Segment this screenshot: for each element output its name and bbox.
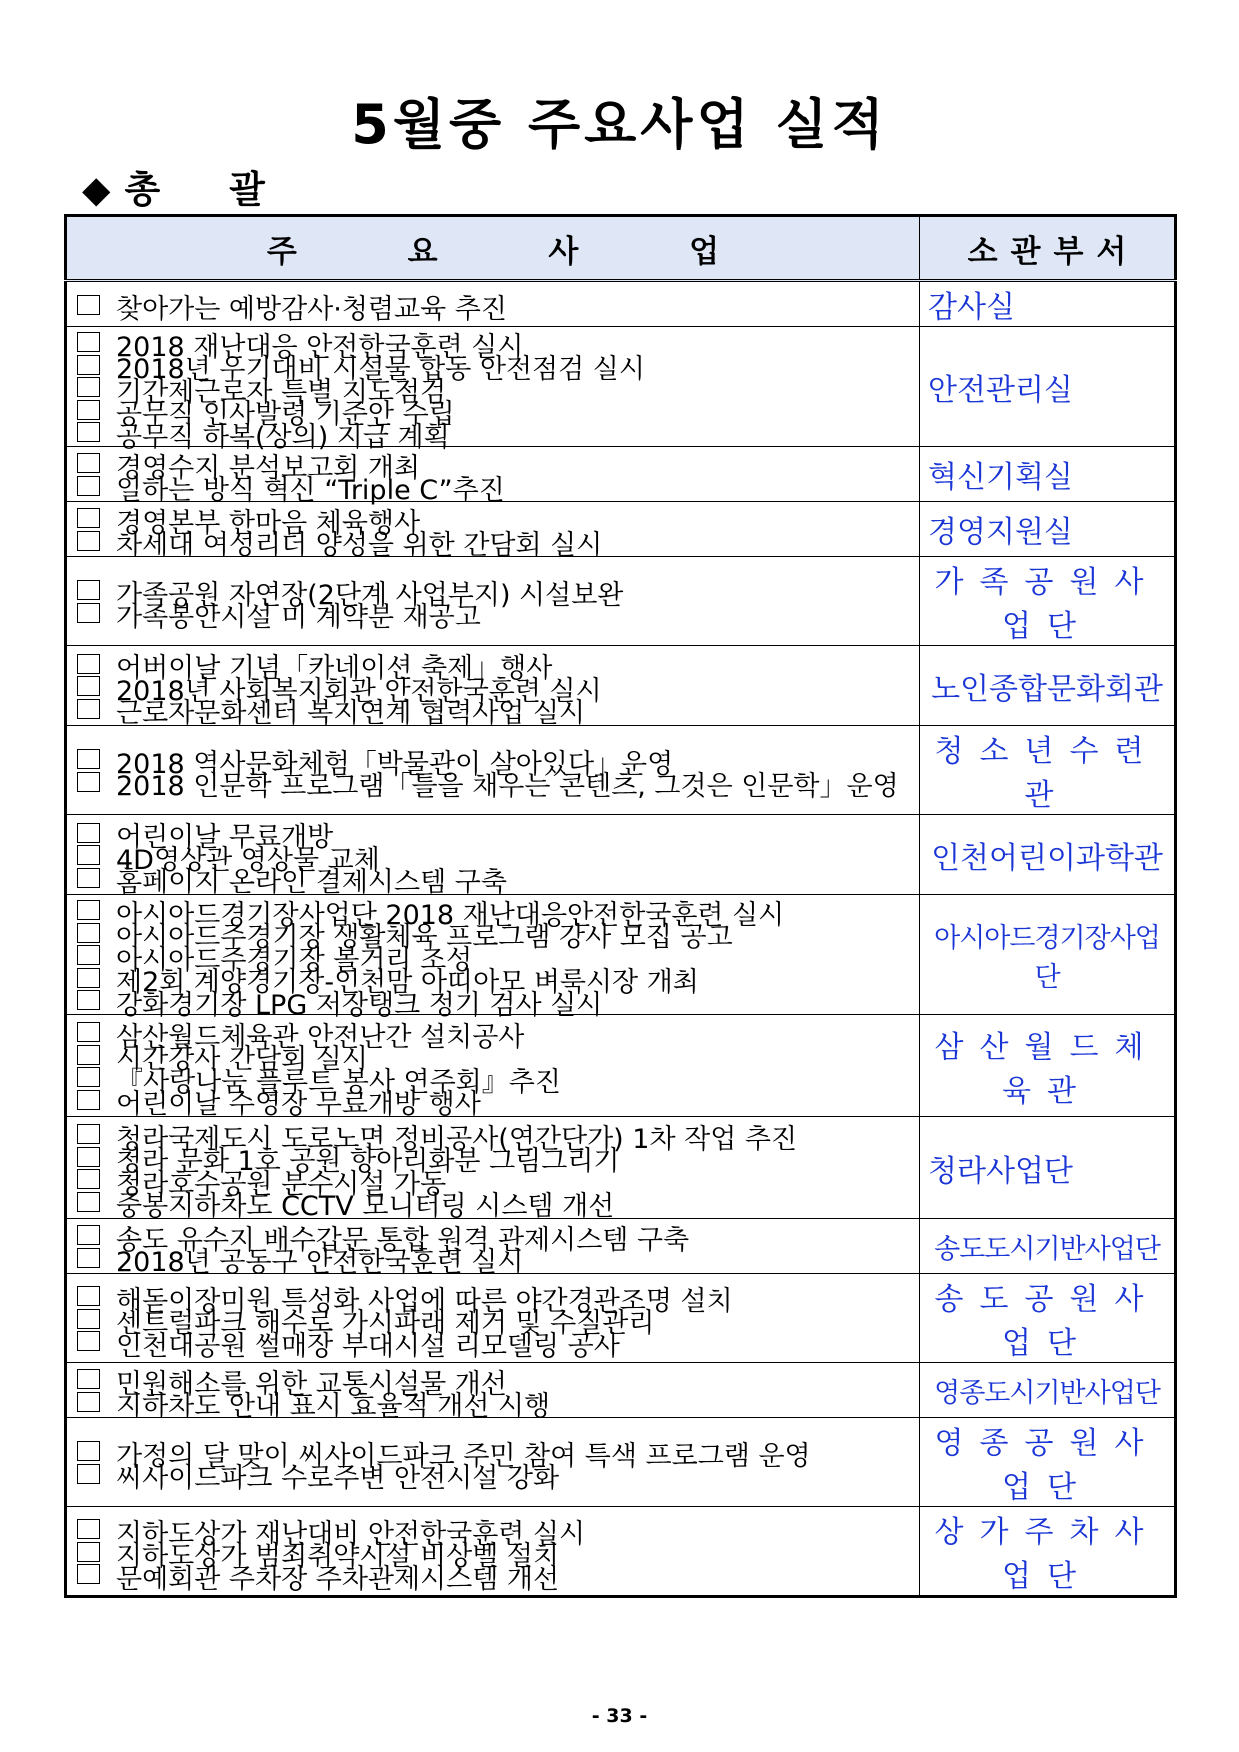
item-text: 해돋이장미원 특성화 사업에 따른 야간경관조명 설치 <box>116 1285 733 1317</box>
item-text: 2018년 공동구 안전한국훈련 실시 <box>116 1247 524 1279</box>
checkbox-icon <box>77 1192 100 1212</box>
list-item <box>77 771 919 803</box>
project-items-cell <box>66 281 920 327</box>
item-text: 문예회관 주차장 주차관제시스템 개선 <box>116 1563 560 1595</box>
list-item <box>77 530 919 562</box>
checkbox-icon <box>77 476 100 496</box>
list-item <box>77 475 919 507</box>
department-name: 삼산월드체육관 <box>934 1029 1160 1109</box>
item-text: 어린이날 무료개방 <box>116 822 334 853</box>
department-cell <box>920 502 1176 557</box>
checkbox-icon <box>77 1441 100 1461</box>
department-name: 가족공원사업단 <box>934 565 1160 644</box>
checkbox-icon <box>77 699 100 719</box>
item-text: 경영수지 분석보고회 개최 <box>116 452 421 484</box>
item-text: 차세대 여성리더 양성을 위한 간담회 실시 <box>116 530 603 562</box>
table-row <box>66 815 1176 895</box>
checkbox-icon <box>77 453 100 473</box>
list-item <box>77 1247 919 1279</box>
list-item <box>77 1191 919 1223</box>
list-item <box>77 1563 919 1595</box>
diamond-icon: ◆ <box>82 168 111 211</box>
checkbox-icon <box>77 676 100 696</box>
department-cell <box>920 646 1176 726</box>
header-project: 주 요 사 업 <box>66 216 920 281</box>
department-name: 청소년수련관 <box>934 734 1160 813</box>
checkbox-icon <box>77 332 100 352</box>
checkbox-icon <box>77 531 100 551</box>
checkbox-icon <box>77 295 100 315</box>
department-cell <box>920 1219 1176 1274</box>
section-label: 총 괄 <box>124 168 293 211</box>
checkbox-icon <box>77 355 100 375</box>
table-row <box>66 1117 1176 1219</box>
page-title: 5월중 주요사업 실적 <box>351 93 888 156</box>
item-text: 2018년 우기대비 시설물 합동 안전점검 실시 <box>116 354 645 385</box>
checkbox-icon <box>77 990 100 1010</box>
project-items-cell <box>66 1117 920 1223</box>
list-item <box>77 989 919 1021</box>
department-name: 아시아드경기장사업단 <box>934 922 1160 993</box>
department-cell <box>920 327 1176 447</box>
department-name: 감사실 <box>928 290 1015 325</box>
project-items-cell <box>66 447 920 507</box>
checkbox-icon <box>77 377 100 397</box>
table-row <box>66 281 1176 327</box>
table-row <box>66 1363 1176 1418</box>
item-text: 아시아드경기장사업단 2018 재난대응안전한국훈련 실시 <box>116 899 785 931</box>
table-row <box>66 1015 1176 1117</box>
department-name: 안전관리실 <box>928 372 1073 408</box>
project-items-cell <box>66 895 920 1021</box>
item-text: 아시아드주경기장 생활체육 프로그램 강사 모집 공고 <box>116 922 733 953</box>
section-heading <box>82 168 293 212</box>
item-text: 지하도상가 범죄취약시설 비상벨 설치 <box>116 1541 560 1572</box>
checkbox-icon <box>77 580 100 600</box>
item-text: 2018 재난대응 안전한국훈련 실시 <box>116 331 524 363</box>
department-cell <box>920 557 1176 646</box>
project-items-cell <box>66 1219 920 1279</box>
table-row <box>66 1507 1176 1597</box>
item-text: 어린이날 수영장 무료개방 행사 <box>116 1089 481 1121</box>
project-items-cell <box>66 557 920 646</box>
table-row <box>66 895 1176 1015</box>
page-number: - 33 - <box>591 1705 648 1727</box>
department-cell <box>920 1117 1176 1219</box>
checkbox-icon <box>77 1331 100 1351</box>
item-text: 어버이날 기념「카네이션 축제」행사 <box>116 653 553 684</box>
item-text: 공무직 하복(상의) 지급 계획 <box>116 421 450 453</box>
item-text: 청라 문화 1호 공원 항아리화분 그림그리기 <box>116 1146 620 1178</box>
checkbox-icon <box>77 1286 100 1306</box>
item-text: 기간제근로자 특별 지도점검 <box>116 376 447 408</box>
item-text: 강화경기장 LPG 저장탱크 정기 검사 실시 <box>116 989 603 1021</box>
list-item <box>77 866 919 898</box>
item-text: 시간강사 간담회 실시 <box>116 1044 368 1076</box>
item-text: 중봉지하차도 CCTV 모니터링 시스템 개선 <box>116 1191 615 1223</box>
department-name: 혁신기획실 <box>928 460 1073 495</box>
department-cell <box>920 1507 1176 1597</box>
list-item <box>77 1330 919 1362</box>
list-item <box>77 421 919 453</box>
item-text: 경영본부 한마음 체육행사 <box>116 507 421 539</box>
list-item <box>77 293 919 325</box>
item-text: 제2회 계양경기장-인천맘 아띠아모 벼룩시장 개최 <box>116 967 699 998</box>
list-item <box>77 697 919 729</box>
checkbox-icon <box>77 1542 100 1562</box>
item-text: 2018년 사회복지회관 안전한국훈련 실시 <box>116 675 602 707</box>
project-items-cell <box>66 327 920 453</box>
checkbox-icon <box>77 1392 100 1412</box>
item-text: 지하도상가 재난대비 안전한국훈련 실시 <box>116 1518 586 1550</box>
list-item <box>77 1391 919 1423</box>
item-text: 청라국제도시 도로노면 정비공사(연간단가) 1차 작업 추진 <box>116 1123 798 1155</box>
checkbox-icon <box>77 1147 100 1167</box>
item-text: 가족봉안시설 미 계약분 재공고 <box>116 602 481 634</box>
checkbox-icon <box>77 1564 100 1584</box>
checkbox-icon <box>77 900 100 920</box>
item-text: 아시아드주경기장 볼거리 조성 <box>116 944 473 976</box>
table-row <box>66 447 1176 502</box>
item-text: 가정의 달 맞이 씨사이드파크 주민 참여 특색 프로그램 운영 <box>116 1440 811 1472</box>
department-name: 영종도시기반사업단 <box>934 1377 1160 1409</box>
project-items-cell <box>66 1418 920 1507</box>
checkbox-icon <box>77 1045 100 1065</box>
item-text: 2018 역사문화체험「박물관이 살아있다」운영 <box>116 748 674 780</box>
item-text: 4D영상관 영상물 교체 <box>116 844 380 876</box>
checkbox-icon <box>77 422 100 442</box>
department-cell <box>920 1363 1176 1418</box>
checkbox-icon <box>77 508 100 528</box>
project-items-cell <box>66 726 920 815</box>
item-text: 공무직 인사발령 기준안 수립 <box>116 399 455 430</box>
item-text: 2018 인문학 프로그램「틀을 채우는 콘텐츠, 그것은 인문학」운영 <box>116 771 899 803</box>
department-cell <box>920 281 1176 327</box>
checkbox-icon <box>77 1248 100 1268</box>
checkbox-icon <box>77 400 100 420</box>
department-name: 송도공원사업단 <box>934 1282 1160 1361</box>
checkbox-icon <box>77 749 100 769</box>
item-text: 가족공원 자연장(2단계 사업부지) 시설보완 <box>116 579 624 611</box>
department-name: 청라사업단 <box>928 1153 1073 1189</box>
table-row <box>66 1274 1176 1363</box>
item-text: 민원해소를 위한 교통시설물 개선 <box>116 1368 507 1400</box>
item-text: 지하차도 안내 표시 효율적 개선 시행 <box>116 1391 551 1423</box>
department-name: 노인종합문화회관 <box>931 671 1163 707</box>
project-items-cell <box>66 1363 920 1423</box>
item-text: 인천대공원 썰매장 부대시설 리모델링 공사 <box>116 1330 620 1362</box>
item-text: 삼산월드체육관 안전난간 설치공사 <box>116 1021 525 1053</box>
checkbox-icon <box>77 654 100 674</box>
checkbox-icon <box>77 603 100 623</box>
checkbox-icon <box>77 1090 100 1110</box>
project-items-cell <box>66 502 920 562</box>
checkbox-icon <box>77 1464 100 1484</box>
department-cell <box>920 1274 1176 1363</box>
department-cell <box>920 895 1176 1015</box>
checkbox-icon <box>77 1225 100 1245</box>
project-items-cell <box>66 1015 920 1121</box>
department-cell <box>920 447 1176 502</box>
checkbox-icon <box>77 968 100 988</box>
department-cell <box>920 1015 1176 1117</box>
checkbox-icon <box>77 845 100 865</box>
item-text: 씨사이드파크 수로주변 안전시설 강화 <box>116 1463 560 1495</box>
project-items-cell <box>66 646 920 729</box>
checkbox-icon <box>77 1124 100 1144</box>
department-name: 경영지원실 <box>928 515 1073 550</box>
project-items-cell <box>66 1507 920 1597</box>
checkbox-icon <box>77 868 100 888</box>
checkbox-icon <box>77 1022 100 1042</box>
table-body <box>66 281 1176 1597</box>
header-department: 소관부서 <box>920 216 1176 281</box>
department-name: 영종공원사업단 <box>934 1426 1160 1505</box>
table-row <box>66 327 1176 447</box>
department-name: 송도도시기반사업단 <box>934 1233 1160 1265</box>
checkbox-icon <box>77 823 100 843</box>
department-cell <box>920 1418 1176 1507</box>
table-row <box>66 1219 1176 1274</box>
checkbox-icon <box>77 1067 100 1087</box>
project-items-cell <box>66 815 920 898</box>
table-row <box>66 502 1176 557</box>
table-row <box>66 646 1176 726</box>
item-text: 센트럴파크 해수로 가시파래 제거 및 수질관리 <box>116 1308 655 1339</box>
item-text: 찾아가는 예방감사·청렴교육 추진 <box>116 294 507 325</box>
checkbox-icon <box>77 772 100 792</box>
department-name: 상가주차사업단 <box>934 1515 1160 1594</box>
item-text: 일하는 방식 혁신 “Triple C”추진 <box>116 475 505 507</box>
projects-table <box>64 214 1177 1598</box>
item-text: 청라호수공원 분수시설 가동 <box>116 1168 447 1200</box>
checkbox-icon <box>77 1169 100 1189</box>
department-cell <box>920 726 1176 815</box>
checkbox-icon <box>77 1519 100 1539</box>
table-header-row <box>66 216 1176 281</box>
department-cell <box>920 815 1176 895</box>
table-row <box>66 726 1176 815</box>
checkbox-icon <box>77 945 100 965</box>
project-items-cell <box>66 1274 920 1363</box>
item-text: 근로자문화센터 복지연계 협력사업 실시 <box>116 698 586 729</box>
department-name: 인천어린이과학관 <box>931 840 1163 876</box>
table-row <box>66 557 1176 646</box>
checkbox-icon <box>77 1369 100 1389</box>
checkbox-icon <box>77 1309 100 1329</box>
item-text: 송도 유수지 배수갑문 통합 원격 관제시스템 구축 <box>116 1224 690 1256</box>
checkbox-icon <box>77 923 100 943</box>
item-text: 『사랑나눔 플루트 봉사 연주회』추진 <box>116 1066 561 1098</box>
item-text: 홈페이지 온라인 결제시스템 구축 <box>116 867 507 898</box>
table-row <box>66 1418 1176 1507</box>
